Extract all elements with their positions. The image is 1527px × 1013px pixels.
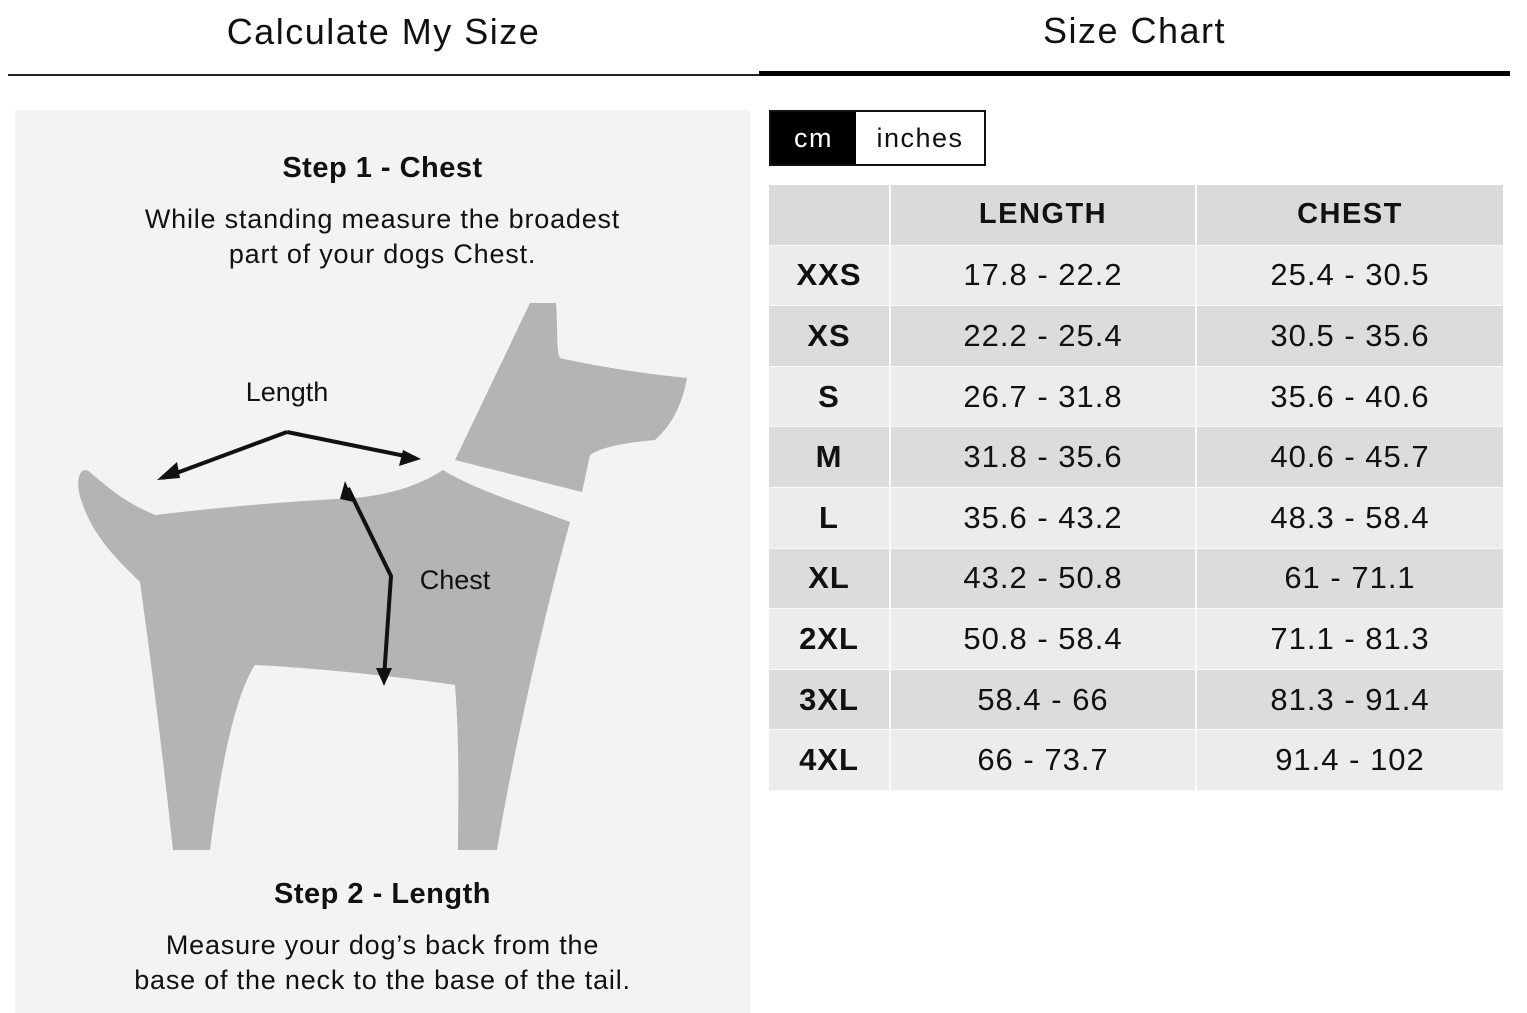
- dog-head-shape: [455, 303, 687, 492]
- table-row: [769, 609, 1503, 670]
- step1-line2: part of your dogs Chest.: [228, 239, 537, 269]
- length-cell: 58.4 - 66: [891, 670, 1197, 731]
- tab-calculate-my-size[interactable]: [8, 0, 759, 76]
- length-arrow-right: [287, 432, 415, 458]
- size-cell: 2XL: [769, 609, 891, 670]
- size-cell: XL: [769, 549, 891, 610]
- size-cell: 4XL: [769, 730, 891, 791]
- header-length: LENGTH: [891, 185, 1197, 246]
- size-cell: XS: [769, 306, 891, 367]
- size-cell: S: [769, 367, 891, 428]
- length-cell: 17.8 - 22.2: [891, 246, 1197, 307]
- table-row: [769, 427, 1503, 488]
- length-cell: 22.2 - 25.4: [891, 306, 1197, 367]
- arrowhead-chest-bottom: [376, 668, 392, 686]
- table-header-row: [769, 185, 1503, 246]
- length-cell: 26.7 - 31.8: [891, 367, 1197, 428]
- tab-calculate-label: Calculate My Size: [226, 11, 541, 52]
- dog-body-shape: [78, 470, 570, 850]
- table-row: [769, 246, 1503, 307]
- chest-cell: 25.4 - 30.5: [1197, 246, 1503, 307]
- size-cell: 3XL: [769, 670, 891, 731]
- length-cell: 35.6 - 43.2: [891, 488, 1197, 549]
- unit-inches-button[interactable]: inches: [856, 112, 984, 164]
- chest-cell: 35.6 - 40.6: [1197, 367, 1503, 428]
- length-cell: 31.8 - 35.6: [891, 427, 1197, 488]
- chest-label: Chest: [419, 565, 491, 595]
- chest-cell: 48.3 - 58.4: [1197, 488, 1503, 549]
- chest-cell: 91.4 - 102: [1197, 730, 1503, 791]
- table-row: [769, 670, 1503, 731]
- table-row: [769, 730, 1503, 791]
- chest-cell: 30.5 - 35.6: [1197, 306, 1503, 367]
- size-cell: M: [769, 427, 891, 488]
- step2-description: [15, 928, 750, 998]
- size-cell: L: [769, 488, 891, 549]
- table-row: [769, 488, 1503, 549]
- arrowhead-right: [399, 450, 421, 466]
- length-cell: 50.8 - 58.4: [891, 609, 1197, 670]
- size-chart-table: [769, 185, 1503, 791]
- unit-toggle: [769, 110, 986, 166]
- length-cell: 43.2 - 50.8: [891, 549, 1197, 610]
- header-size: [769, 185, 891, 246]
- chest-cell: 40.6 - 45.7: [1197, 427, 1503, 488]
- measurement-guide-panel: [15, 110, 750, 1013]
- length-arrow-left: [163, 432, 287, 478]
- size-cell: XXS: [769, 246, 891, 307]
- tab-size-chart[interactable]: [759, 0, 1510, 76]
- chest-cell: 71.1 - 81.3: [1197, 609, 1503, 670]
- table-row: [769, 306, 1503, 367]
- chest-cell: 81.3 - 91.4: [1197, 670, 1503, 731]
- step1-line1: While standing measure the broadest: [144, 204, 621, 234]
- step2-title: Step 2 - Length: [274, 878, 491, 910]
- table-row: [769, 367, 1503, 428]
- chest-cell: 61 - 71.1: [1197, 549, 1503, 610]
- header-chest: CHEST: [1197, 185, 1503, 246]
- length-label: Length: [245, 377, 329, 407]
- table-row: [769, 549, 1503, 610]
- step2-line2: base of the neck to the base of the tail.: [134, 965, 631, 995]
- size-tabs: [8, 0, 1510, 76]
- tab-size-chart-label: Size Chart: [1042, 9, 1227, 51]
- step1-title: Step 1 - Chest: [282, 152, 483, 184]
- step2-line1: Measure your dog’s back from the: [165, 930, 600, 960]
- length-cell: 66 - 73.7: [891, 730, 1197, 791]
- unit-cm-button[interactable]: cm: [771, 112, 856, 164]
- arrowhead-left: [157, 462, 180, 480]
